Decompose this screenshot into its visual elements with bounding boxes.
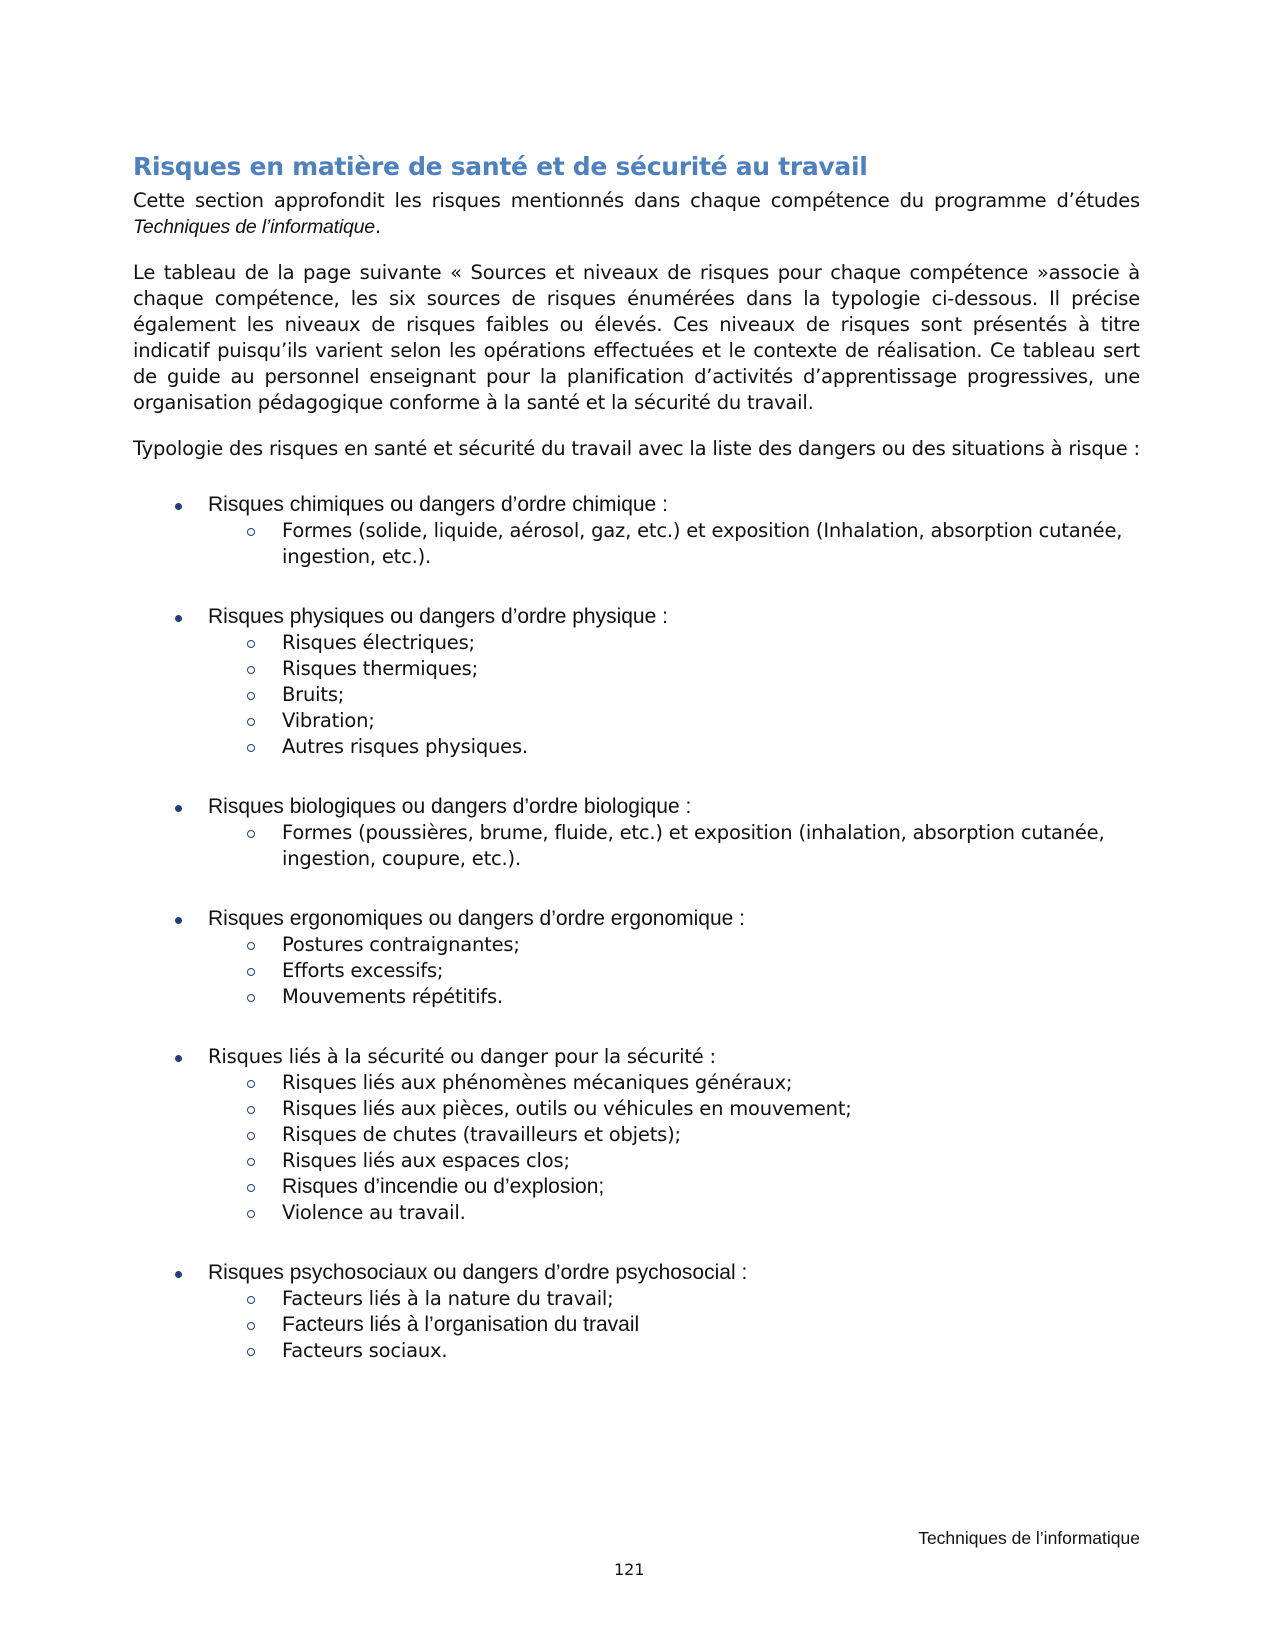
list-item: Formes (poussières, brume, fluide, etc.) et exposition (inhalation, absorption cutanée, ingestion, coupure, etc.).	[133, 820, 1140, 872]
circle-bullet-icon	[247, 528, 255, 536]
category-label: Risques liés à la sécurité ou danger pour la sécurité :	[208, 1045, 716, 1068]
intro-paragraph	[133, 188, 1140, 240]
circle-bullet-icon	[247, 830, 255, 838]
risk-category-physical	[133, 604, 1140, 760]
risk-categories-list	[133, 492, 1140, 1364]
bullet-icon	[175, 1055, 182, 1062]
bullet-icon	[175, 805, 182, 812]
circle-bullet-icon	[247, 744, 255, 752]
intro-text: Cette section approfondit les risques mentionnés dans chaque compétence du programme d’études	[133, 189, 1140, 212]
list-item: Mouvements répétitifs.	[133, 984, 1140, 1010]
footer-program-title: Techniques de l’informatique	[918, 1528, 1140, 1548]
circle-bullet-icon	[247, 692, 255, 700]
list-item: Risques liés aux espaces clos;	[133, 1148, 1140, 1174]
program-name: Techniques de l’informatique	[133, 216, 375, 238]
circle-bullet-icon	[247, 1106, 255, 1114]
list-item: Violence au travail.	[133, 1200, 1140, 1226]
category-label: Risques ergonomiques ou dangers d’ordre ergonomique :	[208, 907, 745, 930]
risk-category-safety	[133, 1044, 1140, 1226]
intro-end: .	[374, 215, 381, 238]
typology-intro: Typologie des risques en santé et sécurité du travail avec la liste des dangers ou des situations à risque :	[133, 437, 1140, 460]
risk-category-biological	[133, 794, 1140, 872]
circle-bullet-icon	[247, 1158, 255, 1166]
list-item: Bruits;	[133, 682, 1140, 708]
page-number: 121	[614, 1560, 645, 1579]
list-item: Risques électriques;	[133, 630, 1140, 656]
list-item: Efforts excessifs;	[133, 958, 1140, 984]
list-item: Vibration;	[133, 708, 1140, 734]
list-item: Risques liés aux phénomènes mécaniques généraux;	[133, 1070, 1140, 1096]
bullet-icon	[175, 503, 182, 510]
circle-bullet-icon	[247, 1132, 255, 1140]
circle-bullet-icon	[247, 942, 255, 950]
bullet-icon	[175, 615, 182, 622]
circle-bullet-icon	[247, 1348, 255, 1356]
circle-bullet-icon	[247, 1210, 255, 1218]
circle-bullet-icon	[247, 1184, 255, 1192]
circle-bullet-icon	[247, 1296, 255, 1304]
circle-bullet-icon	[247, 968, 255, 976]
list-item: Autres risques physiques.	[133, 734, 1140, 760]
section-heading: Risques en matière de santé et de sécurité au travail	[133, 152, 868, 181]
circle-bullet-icon	[247, 994, 255, 1002]
document-page	[133, 150, 1140, 1398]
category-label: Risques chimiques ou dangers d’ordre chimique :	[208, 493, 668, 516]
risk-category-ergonomic	[133, 906, 1140, 1010]
table-description-paragraph: Le tableau de la page suivante « Sources et niveaux de risques pour chaque compétence »associe à chaque compétence, les six sources de risques énumérées dans la typologie ci-dessous. Il précise également les niveaux de risques faibles ou élevés. Ces niveaux de risques sont présentés à titre indicatif puisqu’ils varient selon les opérations effectuées et le contexte de réalisation. Ce tableau sert de guide au personnel enseignant pour la planification d’activités d’apprentissage progressives, une organisation pédagogique conforme à la santé et la sécurité du travail.	[133, 261, 1140, 414]
list-item: Facteurs liés à la nature du travail;	[133, 1286, 1140, 1312]
circle-bullet-icon	[247, 666, 255, 674]
bullet-icon	[175, 917, 182, 924]
list-item: Risques liés aux pièces, outils ou véhicules en mouvement;	[133, 1096, 1140, 1122]
list-item: Risques de chutes (travailleurs et objets);	[133, 1122, 1140, 1148]
list-item: Facteurs liés à l’organisation du travail	[133, 1312, 1140, 1338]
circle-bullet-icon	[247, 718, 255, 726]
list-item: Postures contraignantes;	[133, 932, 1140, 958]
category-label: Risques biologiques ou dangers d’ordre biologique :	[208, 795, 692, 818]
circle-bullet-icon	[247, 640, 255, 648]
circle-bullet-icon	[247, 1080, 255, 1088]
list-item: Risques thermiques;	[133, 656, 1140, 682]
list-item: Risques d’incendie ou d’explosion;	[133, 1174, 1140, 1200]
risk-category-psychosocial	[133, 1260, 1140, 1364]
risk-category-chemical	[133, 492, 1140, 570]
list-item: Formes (solide, liquide, aérosol, gaz, etc.) et exposition (Inhalation, absorption cutanée, ingestion, etc.).	[133, 518, 1140, 570]
bullet-icon	[175, 1271, 182, 1278]
circle-bullet-icon	[247, 1322, 255, 1330]
list-item: Facteurs sociaux.	[133, 1338, 1140, 1364]
category-label: Risques physiques ou dangers d’ordre physique :	[208, 605, 668, 628]
category-label: Risques psychosociaux ou dangers d’ordre psychosocial :	[208, 1261, 748, 1284]
